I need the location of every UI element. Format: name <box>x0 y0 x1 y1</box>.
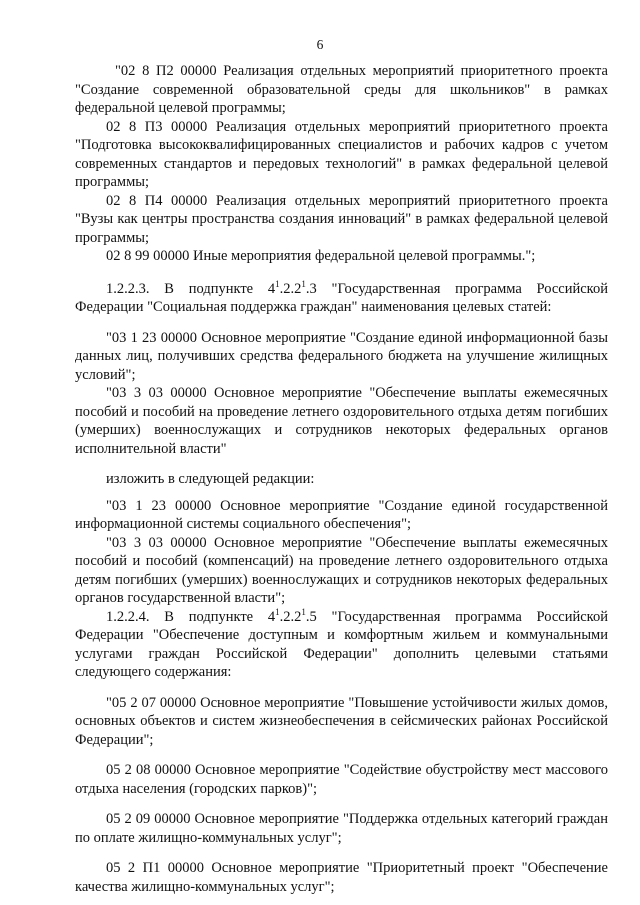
subpoint-text-mid: .2.2 <box>279 608 302 625</box>
paragraph: "05 2 07 00000 Основное мероприятие "Повышение устойчивости жилых домов, основных объектов и систем жизнеобеспечения в сейсмических районах Российской Федерации"; <box>75 694 608 748</box>
paragraph: 02 8 П3 00000 Реализация отдельных мероприятий приоритетного проекта "Подготовка высококвалифицированных специалистов и рабочих кадров с учетом современных стандартов и передовых технологий" в рамках федеральной целевой программы; <box>75 118 608 190</box>
subpoint-text-before: 1.2.2.3. В подпункте 4 <box>106 280 276 297</box>
page-number: 6 <box>316 37 324 52</box>
paragraph: "03 3 03 00000 Основное мероприятие "Обеспечение выплаты ежемесячных пособий и пособий (компенсаций) на проведение летнего оздоровительного отдыха детям погибших (умерших) военнослужащих и сотрудников некоторых федеральных органов государственной власти"; <box>75 534 608 606</box>
paragraph: "03 1 23 00000 Основное мероприятие "Создание единой информационной базы данных лиц, получивших средства федерального бюджета на улучшение жилищных условий"; <box>75 329 608 383</box>
superscript: 1 <box>301 278 306 289</box>
paragraph: 05 2 08 00000 Основное мероприятие "Содействие обустройству мест массового отдыха населения (городских парков)"; <box>75 762 608 797</box>
subpoint-text-after: .3 "Государственная программа Российской Федерации "Социальная поддержка граждан" наименования целевых статей: <box>75 280 608 315</box>
superscript: 1 <box>301 606 306 617</box>
superscript: 1 <box>275 278 280 289</box>
document-body <box>75 62 608 896</box>
superscript: 1 <box>275 606 280 617</box>
subpoint-text-after: .5 "Государственная программа Российской Федерации "Обеспечение доступным и комфортным жильем и коммунальными услугами граждан Российской Федерации" дополнить целевыми статьями следующего содержания: <box>75 608 608 680</box>
paragraph: "03 1 23 00000 Основное мероприятие "Создание единой государственной информационной системы социального обеспечения"; <box>75 497 608 532</box>
paragraph: 05 2 П1 00000 Основное мероприятие "Приоритетный проект "Обеспечение качества жилищно-коммунальных услуг"; <box>75 860 608 895</box>
paragraph: 05 2 09 00000 Основное мероприятие "Поддержка отдельных категорий граждан по оплате жилищно-коммунальных услуг"; <box>75 811 608 846</box>
subpoint-text-mid: .2.2 <box>279 280 302 297</box>
paragraph: 02 8 99 00000 Иные мероприятия федеральной целевой программы."; <box>106 248 536 264</box>
paragraph: изложить в следующей редакции: <box>106 471 315 487</box>
subpoint-paragraph <box>75 608 608 682</box>
paragraph: "02 8 П2 00000 Реализация отдельных мероприятий приоритетного проекта "Создание современной образовательной среды для школьников" в рамках федеральной целевой программы; <box>75 63 608 116</box>
paragraph: "03 3 03 00000 Основное мероприятие "Обеспечение выплаты ежемесячных пособий и пособий на проведение летнего оздоровительного отдыха детям погибших (умерших) военнослужащих и сотрудников некоторых федеральных органов исполнительной власти" <box>75 385 608 457</box>
paragraph: 02 8 П4 00000 Реализация отдельных мероприятий приоритетного проекта "Вузы как центры пространства создания инноваций" в рамках федеральной целевой программы; <box>75 192 608 246</box>
subpoint-text-before: 1.2.2.4. В подпункте 4 <box>106 608 276 625</box>
subpoint-paragraph <box>75 280 608 317</box>
